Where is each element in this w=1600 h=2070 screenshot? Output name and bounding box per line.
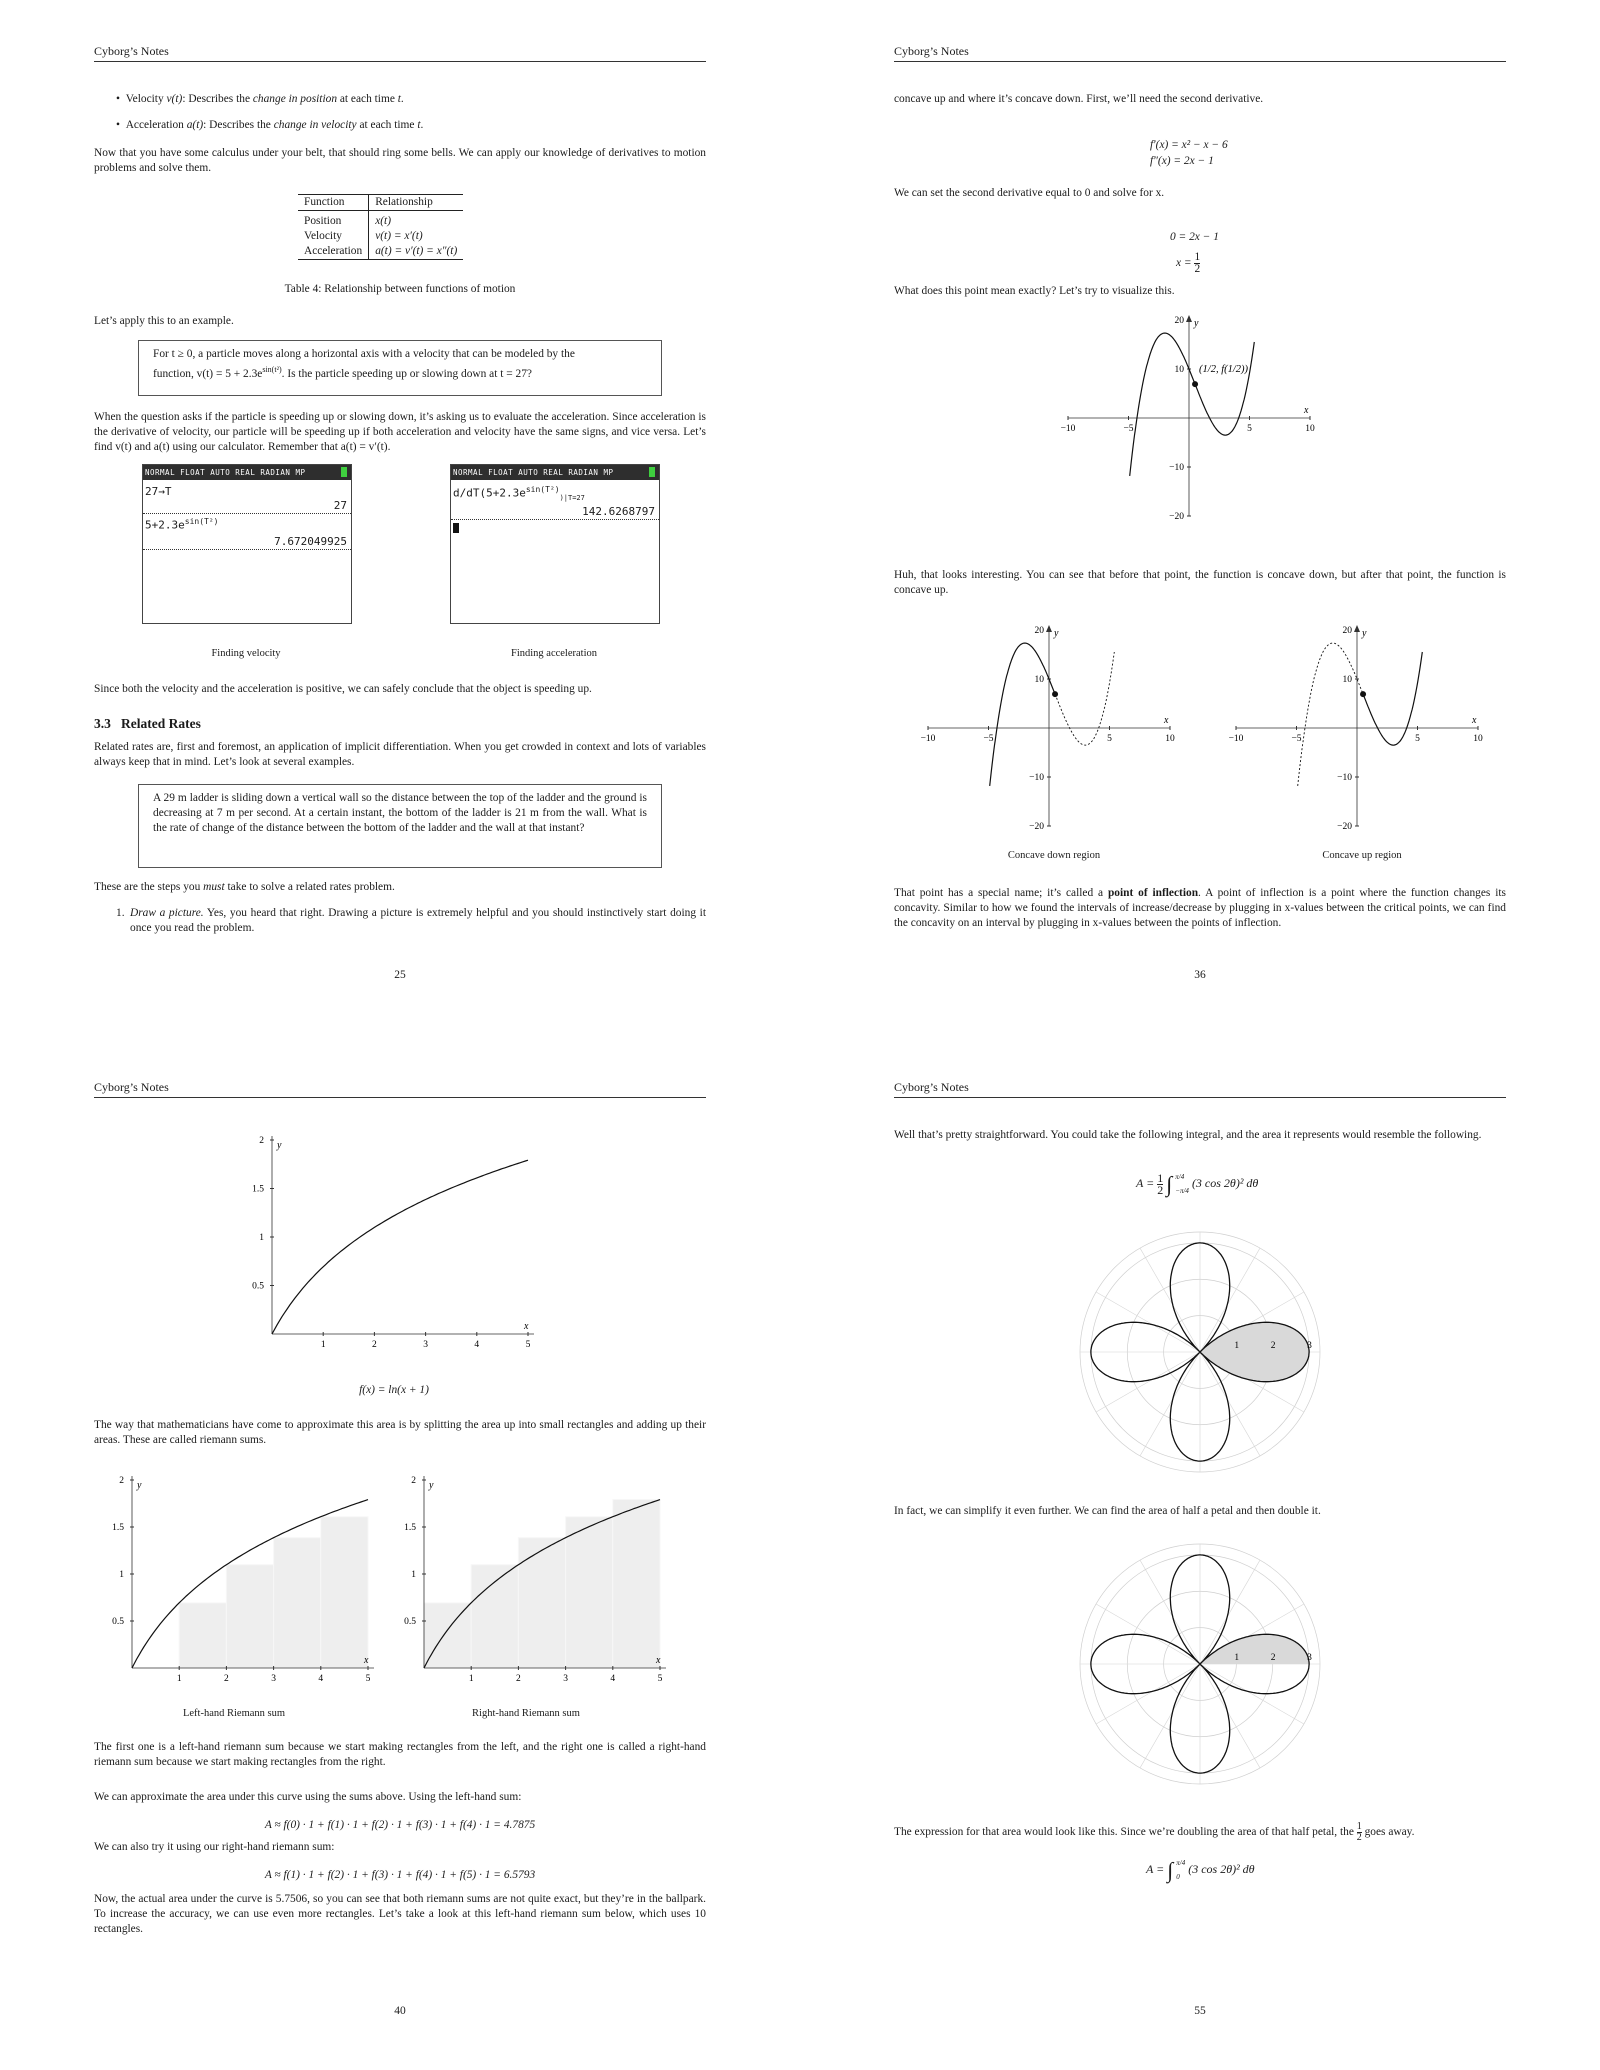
x-axis-label: x (364, 1655, 369, 1666)
page-25 (94, 44, 706, 1024)
x-tick-label: 4 (318, 1674, 324, 1684)
paragraph: Now, the actual area under the curve is 5.7506, so you can see that both riemann sums are not quite exact, but they’re in the ballpark. To increase the accuracy, we can use even more rectangles. Let’s take a look at this left-hand riemann sum below, which uses 10 rectangles. (94, 1893, 706, 1935)
function-curve-dashed (1298, 643, 1363, 786)
table-cell: x(t) (375, 215, 391, 227)
y-axis-label: y (277, 1140, 282, 1151)
y-tick-label: 20 (1342, 626, 1352, 636)
x-tick-label: 5 (1107, 734, 1112, 744)
half-petal-integral-equation: A = ∫ π/4 0 (3 cos 2θ)² dθ (1146, 1857, 1255, 1883)
y-tick-label: −10 (1029, 773, 1044, 783)
calc-result: 7.672049925 (274, 535, 347, 548)
paragraph: These are the steps you must take to solve a related rates problem. (94, 881, 395, 893)
equation: A ≈ f(0) · 1 + f(1) · 1 + f(2) · 1 + f(3) · 1 + f(4) · 1 = 4.7875 (264, 1819, 536, 1831)
paragraph: The first one is a left-hand riemann sum because we start making rectangles from the left, and the right one is called a right-hand riemann sum because we start making rectangles from the right. (94, 1741, 706, 1768)
calc-result: 142.6268797 (582, 505, 655, 518)
x-tick-label: −5 (1291, 734, 1302, 744)
paragraph: We can also try it using our right-hand riemann sum: (94, 1841, 335, 1853)
radial-tick-label: 3 (1307, 1341, 1312, 1351)
equation: A ≈ f(1) · 1 + f(2) · 1 + f(3) · 1 + f(4) · 1 + f(5) · 1 = 6.5793 (264, 1869, 536, 1881)
polar-rose-graph (1070, 1222, 1330, 1482)
x-axis-label: x (1472, 715, 1477, 726)
x-axis-label: x (1164, 715, 1169, 726)
riemann-rect (613, 1500, 660, 1668)
running-header: Cyborg’s Notes (94, 44, 706, 62)
x-axis-label: x (1304, 405, 1309, 416)
y-tick-label: 20 (1034, 626, 1044, 636)
y-axis-label: y (1194, 318, 1199, 329)
concave-up-graph (1222, 616, 1492, 840)
graph-caption: Left-hand Riemann sum (182, 1708, 286, 1719)
x-tick-label: −10 (920, 734, 936, 744)
divider (143, 549, 351, 550)
area-integral-equation: $A = \frac{1}{2}$ ∫ π/4 −π/4 (3 cos 2θ)² dθ (1136, 1170, 1259, 1197)
page-number: 25 (394, 969, 406, 981)
function-curve-dashed (1055, 652, 1114, 745)
x-tick-label: −5 (983, 734, 994, 744)
calculator-screen-acceleration (450, 464, 660, 624)
paragraph: Huh, that looks interesting. You can see that before that point, the function is concave down, but after that point, the function is concave up. (894, 569, 1506, 596)
running-header: Cyborg’s Notes (894, 1080, 1506, 1098)
y-axis-label: y (429, 1480, 434, 1491)
paragraph: The expression for that area would look like this. Since we’re doubling the area of that half petal, the $\frac{1}{2}$ goes away. (894, 1821, 1415, 1843)
y-tick-label: 2 (119, 1476, 124, 1486)
y-tick-label: −20 (1169, 512, 1184, 522)
running-header: Cyborg’s Notes (94, 1080, 706, 1098)
x-tick-label: 10 (1165, 734, 1175, 744)
y-tick-label: 0.5 (252, 1281, 264, 1292)
ln-graph (244, 1128, 544, 1354)
paragraph: The way that mathematicians have come to approximate this area is by splitting the area up into small rectangles and adding up their areas. These are called riemann sums. (94, 1419, 706, 1446)
x-axis-label: x (656, 1655, 661, 1666)
calc-input: 27→T (145, 485, 172, 498)
x-tick-label: 3 (271, 1674, 276, 1684)
graph-caption: Concave down region (1007, 850, 1101, 861)
y-tick-label: −10 (1337, 773, 1352, 783)
paragraph: Well that’s pretty straightforward. You could take the following integral, and the area it represents would resemble the following. (894, 1129, 1482, 1141)
table-cell: v(t) = x′(t) (375, 230, 423, 242)
calc-input: $5+2.3e^{sin(T^2)}$ (145, 517, 219, 532)
function-curve (1130, 333, 1255, 476)
radial-tick-label: 2 (1270, 1341, 1276, 1351)
x-axis-label: x (524, 1321, 529, 1332)
ln-curve (272, 1160, 528, 1334)
y-tick-label: 0.5 (112, 1617, 124, 1627)
x-tick-label: 3 (423, 1340, 428, 1350)
equation: f′(x) = x² − x − 6 (1150, 139, 1228, 151)
step-text: Draw a picture. Yes, you heard that right. Drawing a picture is extremely helpful and you should instinctively start doing it once you read the problem. (130, 907, 706, 934)
paragraph: That point has a special name; it’s called a point of inflection. A point of inflection is a point where the function changes its concavity. Similar to how we found the intervals of increase/decrease by plugging in x-values between the critical points, we can find the concavity on an interval by plugging in x-values between the points of inflection. (894, 887, 1506, 929)
y-axis-arrow (1186, 315, 1192, 322)
page-55 (894, 1080, 1506, 2060)
x-tick-label: 5 (1247, 424, 1252, 434)
paragraph: We can approximate the area under this curve using the sums above. Using the left-hand sum: (94, 1791, 522, 1803)
y-tick-label: 10 (1342, 675, 1352, 685)
y-axis-label: y (137, 1480, 142, 1491)
calc-caption: Finding velocity (211, 648, 281, 659)
radial-tick-label: 2 (1270, 1653, 1276, 1663)
y-tick-label: 1 (259, 1233, 264, 1243)
calculator-screen-velocity (142, 464, 352, 624)
step-number: 1. (116, 907, 125, 919)
concave-down-graph (914, 616, 1184, 840)
page-number: 40 (394, 2005, 406, 2017)
y-axis-arrow (1354, 625, 1360, 632)
y-tick-label: 20 (1174, 316, 1184, 326)
bullet-acceleration: • Acceleration a(t): Describes the change in velocity at each time t. (116, 119, 424, 131)
x-tick-label: 5 (365, 1674, 371, 1684)
bullet-velocity: • Velocity v(t): Describes the change in position at each time t. (116, 93, 404, 105)
function-curve-solid (990, 643, 1055, 786)
example-box: A 29 m ladder is sliding down a vertical wall so the distance between the top of the ladder and the ground is decreasing at 7 m per second. At a certain instant, the bottom of the ladder is 21 m from the wall. What is the rate of change of the distance between the bottom of the ladder and the wall at that instant? (138, 784, 662, 868)
y-tick-label: 10 (1034, 675, 1044, 685)
x-tick-label: 1 (176, 1674, 182, 1684)
inflection-point (1360, 691, 1366, 697)
x-tick-label: −5 (1123, 424, 1134, 434)
table-caption: Table 4: Relationship between functions of motion (284, 283, 516, 295)
equation: $x = \frac{1}{2}$ (1176, 251, 1201, 275)
riemann-rect (274, 1538, 321, 1668)
paragraph: Now that you have some calculus under your belt, that should ring some bells. We can apply our knowledge of derivatives to motion problems and solve them. (94, 147, 706, 174)
shaded-area (1200, 1634, 1309, 1664)
motion-table (298, 194, 463, 260)
y-tick-label: 1.5 (252, 1184, 264, 1195)
paragraph: In fact, we can simplify it even further. We can find the area of half a petal and then double it. (894, 1505, 1321, 1517)
riemann-rect (471, 1565, 518, 1668)
example-line: For t ≥ 0, a particle moves along a horizontal axis with a velocity that can be modeled by the (153, 348, 575, 360)
graph-caption: Concave up region (1322, 850, 1402, 861)
x-tick-label: 5 (1415, 734, 1420, 744)
page-40 (94, 1080, 706, 2060)
y-tick-label: −10 (1169, 463, 1184, 473)
x-tick-label: 10 (1473, 734, 1483, 744)
table-header: Function (298, 195, 369, 211)
function-curve-solid (1363, 652, 1422, 745)
radial-tick-label: 1 (1234, 1653, 1240, 1663)
riemann-rect (518, 1538, 565, 1668)
equation: f″(x) = 2x − 1 (1150, 155, 1214, 167)
y-tick-label: 1 (411, 1570, 416, 1580)
graph-caption: Right-hand Riemann sum (472, 1708, 580, 1719)
x-tick-label: 4 (474, 1340, 480, 1350)
x-tick-label: 2 (372, 1340, 377, 1350)
x-tick-label: −10 (1228, 734, 1244, 744)
paragraph: We can set the second derivative equal to 0 and solve for x. (894, 187, 1165, 199)
x-tick-label: 2 (224, 1674, 229, 1684)
paragraph: Since both the velocity and the acceleration is positive, we can safely conclude that the object is speeding up. (94, 683, 592, 695)
x-tick-label: −10 (1060, 424, 1076, 434)
paragraph: When the question asks if the particle is speeding up or slowing down, it’s asking us to evaluate the acceleration. Since acceleration is the derivative of velocity, our particle will be speeding up if both acceleration and velocity have the same signs, and vice versa. Let’s find v(t) and a(t) using our calculator. Remember that a(t) = v′(t). (94, 411, 706, 453)
battery-icon (341, 467, 347, 477)
running-header: Cyborg’s Notes (894, 44, 1506, 62)
y-tick-label: 0.5 (404, 1617, 416, 1627)
main-function-graph (1054, 306, 1324, 530)
table-cell: a(t) = v′(t) = x″(t) (375, 245, 458, 257)
y-tick-label: 10 (1174, 365, 1184, 375)
inflection-point (1052, 691, 1058, 697)
left-riemann-graph (104, 1468, 384, 1688)
calc-caption: Finding acceleration (510, 648, 597, 659)
divider (143, 513, 351, 514)
y-tick-label: −20 (1029, 822, 1044, 832)
x-tick-label: 4 (610, 1674, 616, 1684)
calc-result: 27 (333, 499, 347, 512)
example-box (138, 340, 662, 396)
y-tick-label: 2 (411, 1476, 416, 1486)
y-axis-arrow (1046, 625, 1052, 632)
y-tick-label: −20 (1337, 822, 1352, 832)
inflection-point-label: (1/2, f(1/2)) (1199, 364, 1249, 376)
section-heading: 3.3 Related Rates (94, 716, 201, 731)
y-tick-label: 2 (259, 1136, 264, 1146)
x-tick-label: 2 (516, 1674, 521, 1684)
paragraph: What does this point mean exactly? Let’s try to visualize this. (894, 285, 1175, 297)
x-tick-label: 1 (468, 1674, 474, 1684)
right-riemann-graph (396, 1468, 676, 1688)
x-tick-label: 5 (657, 1674, 663, 1684)
x-tick-label: 5 (525, 1340, 531, 1350)
x-tick-label: 1 (320, 1340, 326, 1350)
y-tick-label: 1.5 (112, 1523, 124, 1533)
riemann-rect (424, 1603, 471, 1668)
y-axis-label: y (1362, 628, 1367, 639)
paragraph: Related rates are, first and foremost, an application of implicit differentiation. When you get crowded in context and lots of variables always keep that in mind. Let’s look at several examples. (94, 741, 706, 768)
page-number: 36 (1194, 969, 1206, 981)
cursor-icon (453, 523, 459, 533)
inflection-point (1192, 381, 1198, 387)
equation: 0 = 2x − 1 (1170, 231, 1219, 243)
radial-tick-label: 3 (1307, 1653, 1312, 1663)
x-tick-label: 3 (563, 1674, 568, 1684)
paragraph: concave up and where it’s concave down. First, we’ll need the second derivative. (894, 93, 1264, 105)
riemann-rect (226, 1565, 273, 1668)
table-header: Relationship (375, 196, 433, 208)
riemann-rect (566, 1517, 613, 1668)
y-tick-label: 1 (119, 1570, 124, 1580)
calculator-status-bar: NORMAL FLOAT AUTO REAL RADIAN MP (451, 465, 659, 480)
radial-tick-label: 1 (1234, 1341, 1240, 1351)
divider (451, 519, 659, 520)
riemann-rect (321, 1517, 368, 1668)
page-number: 55 (1194, 2005, 1206, 2017)
y-axis-label: y (1054, 628, 1059, 639)
calculator-status-bar: NORMAL FLOAT AUTO REAL RADIAN MP (143, 465, 351, 480)
calc-input: $d/dT(5+2.3e^{sin(T^2)}_{)|T=27}$ (453, 485, 585, 502)
page-36 (894, 44, 1506, 1024)
table-cell: Acceleration (298, 244, 369, 260)
example-line: function, $v(t) = 5 + 2.3e^{sin(t^2)}$. Is the particle speeding up or slowing down at t = 27? (153, 365, 532, 380)
y-tick-label: 1.5 (404, 1523, 416, 1533)
x-tick-label: 10 (1305, 424, 1315, 434)
paragraph: Let’s apply this to an example. (94, 315, 234, 327)
polar-half-petal-graph (1070, 1534, 1330, 1794)
riemann-rect (179, 1603, 226, 1668)
battery-icon (649, 467, 655, 477)
table-cell: Position (298, 211, 369, 230)
table-cell: Velocity (298, 229, 369, 244)
graph-caption: f(x) = ln(x + 1) (359, 1384, 429, 1396)
